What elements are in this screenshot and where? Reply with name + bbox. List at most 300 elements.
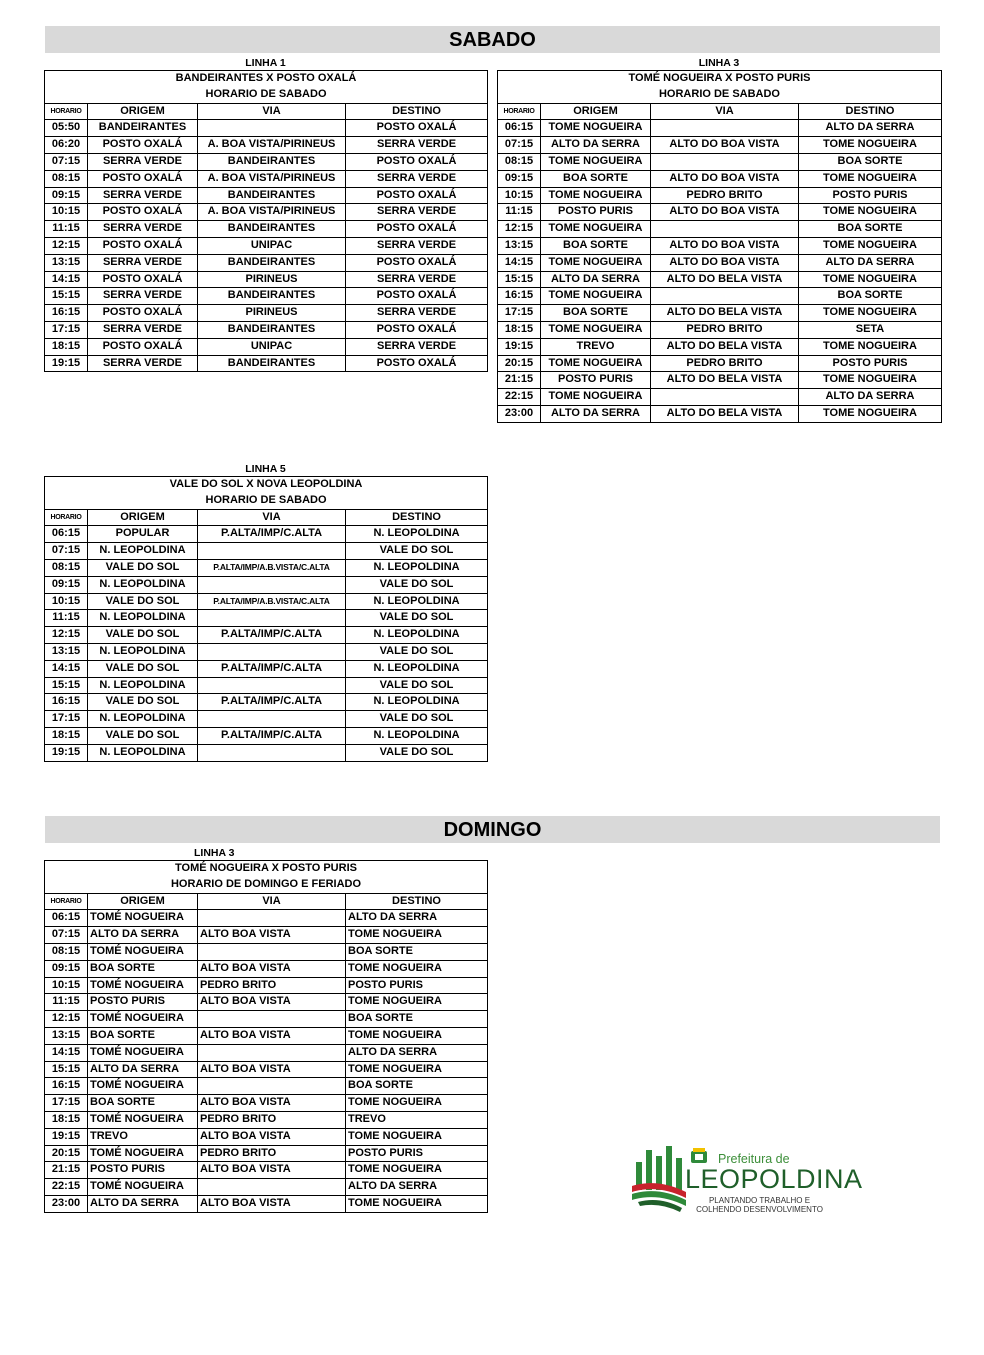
- cell-via: [198, 1011, 346, 1028]
- cell-via: P.ALTA/IMP/C.ALTA: [198, 727, 346, 744]
- cell-destino: VALE DO SOL: [346, 677, 488, 694]
- col-header-horario: HORARIO: [498, 103, 541, 120]
- cell-via: A. BOA VISTA/PIRINEUS: [198, 204, 346, 221]
- cell-destino: VALE DO SOL: [346, 543, 488, 560]
- cell-destino: SERRA VERDE: [346, 204, 488, 221]
- cell-via: UNIPAC: [198, 237, 346, 254]
- cell-origem: TOMÉ NOGUEIRA: [88, 1145, 198, 1162]
- cell-horario: 12:15: [45, 627, 88, 644]
- table-row: [498, 254, 942, 271]
- cell-origem: VALE DO SOL: [88, 627, 198, 644]
- section-title-domingo: DOMINGO: [45, 816, 940, 843]
- col-header-destino: DESTINO: [346, 893, 488, 910]
- cell-destino: N. LEOPOLDINA: [346, 660, 488, 677]
- cell-destino: N. LEOPOLDINA: [346, 627, 488, 644]
- cell-via: PIRINEUS: [198, 271, 346, 288]
- cell-destino: BOA SORTE: [799, 153, 942, 170]
- cell-via: BANDEIRANTES: [198, 254, 346, 271]
- table-row: [45, 1111, 488, 1128]
- cell-origem: POPULAR: [88, 526, 198, 543]
- cell-origem: SERRA VERDE: [88, 187, 198, 204]
- cell-horario: 08:15: [45, 170, 88, 187]
- cell-origem: ALTO DA SERRA: [541, 405, 651, 422]
- cell-horario: 21:15: [498, 372, 541, 389]
- col-header-origem: ORIGEM: [88, 103, 198, 120]
- cell-via: PEDRO BRITO: [198, 1145, 346, 1162]
- table-row: [498, 137, 942, 154]
- cell-via: [198, 120, 346, 137]
- cell-origem: TOMÉ NOGUEIRA: [88, 943, 198, 960]
- cell-horario: 07:15: [498, 137, 541, 154]
- table-row: [45, 338, 488, 355]
- cell-origem: VALE DO SOL: [88, 559, 198, 576]
- cell-origem: VALE DO SOL: [88, 694, 198, 711]
- cell-horario: 14:15: [45, 271, 88, 288]
- table-row: [45, 677, 488, 694]
- cell-horario: 07:15: [45, 543, 88, 560]
- cell-destino: N. LEOPOLDINA: [346, 694, 488, 711]
- cell-origem: TREVO: [88, 1128, 198, 1145]
- cell-destino: SERRA VERDE: [346, 170, 488, 187]
- cell-horario: 18:15: [45, 727, 88, 744]
- cell-destino: POSTO PURIS: [799, 355, 942, 372]
- cell-destino: POSTO OXALÁ: [346, 355, 488, 372]
- section-title-sabado: SABADO: [45, 26, 940, 53]
- cell-via: BANDEIRANTES: [198, 288, 346, 305]
- cell-destino: POSTO PURIS: [346, 977, 488, 994]
- cell-via: PEDRO BRITO: [198, 977, 346, 994]
- cell-destino: BOA SORTE: [799, 221, 942, 238]
- cell-via: ALTO DO BOA VISTA: [651, 237, 799, 254]
- col-header-via: VIA: [198, 893, 346, 910]
- route-title: TOMÉ NOGUEIRA X POSTO PURIS: [45, 861, 488, 877]
- cell-via: ALTO BOA VISTA: [198, 994, 346, 1011]
- cell-destino: SERRA VERDE: [346, 237, 488, 254]
- cell-destino: ALTO DA SERRA: [346, 1044, 488, 1061]
- cell-horario: 15:15: [498, 271, 541, 288]
- cell-destino: SETA: [799, 321, 942, 338]
- cell-destino: POSTO OXALÁ: [346, 120, 488, 137]
- col-header-horario: HORARIO: [45, 893, 88, 910]
- header-row: [498, 103, 942, 120]
- schedule-linha3-sabado: [497, 56, 941, 423]
- cell-horario: 09:15: [45, 960, 88, 977]
- cell-destino: TOME NOGUEIRA: [346, 927, 488, 944]
- cell-origem: POSTO OXALÁ: [88, 204, 198, 221]
- cell-via: [198, 711, 346, 728]
- cell-via: ALTO BOA VISTA: [198, 1095, 346, 1112]
- cell-horario: 15:15: [45, 677, 88, 694]
- route-title: TOMÉ NOGUEIRA X POSTO PURIS: [498, 71, 942, 87]
- cell-origem: BOA SORTE: [88, 1095, 198, 1112]
- table-row: [498, 355, 942, 372]
- table-row: [45, 910, 488, 927]
- table-row: [45, 1128, 488, 1145]
- cell-origem: SERRA VERDE: [88, 221, 198, 238]
- cell-via: [651, 389, 799, 406]
- line-label: LINHA 5: [245, 463, 286, 475]
- cell-via: ALTO BOA VISTA: [198, 927, 346, 944]
- cell-horario: 13:15: [45, 1027, 88, 1044]
- cell-destino: POSTO OXALÁ: [346, 187, 488, 204]
- line-label: LINHA 3: [194, 847, 235, 859]
- cell-origem: ALTO DA SERRA: [541, 137, 651, 154]
- table-row: [45, 254, 488, 271]
- table-row: [45, 744, 488, 761]
- cell-origem: POSTO PURIS: [88, 994, 198, 1011]
- cell-origem: BOA SORTE: [88, 1027, 198, 1044]
- table-row: [45, 204, 488, 221]
- cell-origem: TOMÉ NOGUEIRA: [88, 910, 198, 927]
- cell-origem: TOME NOGUEIRA: [541, 355, 651, 372]
- table-row: [45, 543, 488, 560]
- cell-destino: TOME NOGUEIRA: [346, 1027, 488, 1044]
- col-header-destino: DESTINO: [799, 103, 942, 120]
- cell-origem: TOMÉ NOGUEIRA: [88, 1179, 198, 1196]
- cell-destino: SERRA VERDE: [346, 305, 488, 322]
- schedule-table: [497, 70, 942, 423]
- table-row: [45, 711, 488, 728]
- logo-tagline: [687, 1196, 832, 1214]
- table-row: [45, 1162, 488, 1179]
- cell-horario: 08:15: [45, 559, 88, 576]
- cell-origem: POSTO OXALÁ: [88, 137, 198, 154]
- table-row: [45, 559, 488, 576]
- cell-origem: TOMÉ NOGUEIRA: [88, 1078, 198, 1095]
- cell-via: ALTO DO BOA VISTA: [651, 204, 799, 221]
- cell-horario: 05:50: [45, 120, 88, 137]
- table-row: [45, 271, 488, 288]
- header-row: [45, 103, 488, 120]
- cell-origem: SERRA VERDE: [88, 321, 198, 338]
- cell-via: [198, 744, 346, 761]
- cell-origem: SERRA VERDE: [88, 153, 198, 170]
- cell-origem: TOME NOGUEIRA: [541, 120, 651, 137]
- cell-origem: POSTO PURIS: [88, 1162, 198, 1179]
- cell-destino: POSTO OXALÁ: [346, 153, 488, 170]
- cell-origem: N. LEOPOLDINA: [88, 677, 198, 694]
- cell-via: BANDEIRANTES: [198, 355, 346, 372]
- cell-via: BANDEIRANTES: [198, 321, 346, 338]
- table-row: [45, 643, 488, 660]
- logo-tagline-line2: COLHENDO DESENVOLVIMENTO: [696, 1205, 823, 1214]
- cell-destino: POSTO OXALÁ: [346, 288, 488, 305]
- table-row: [45, 1179, 488, 1196]
- cell-origem: TOMÉ NOGUEIRA: [88, 1044, 198, 1061]
- table-row: [498, 305, 942, 322]
- cell-origem: TOME NOGUEIRA: [541, 221, 651, 238]
- table-row: [45, 221, 488, 238]
- cell-destino: TOME NOGUEIRA: [799, 372, 942, 389]
- col-header-via: VIA: [198, 509, 346, 526]
- table-row: [45, 727, 488, 744]
- cell-via: A. BOA VISTA/PIRINEUS: [198, 170, 346, 187]
- cell-destino: BOA SORTE: [346, 943, 488, 960]
- cell-horario: 20:15: [45, 1145, 88, 1162]
- col-header-destino: DESTINO: [346, 103, 488, 120]
- cell-destino: TOME NOGUEIRA: [346, 994, 488, 1011]
- cell-horario: 16:15: [498, 288, 541, 305]
- table-row: [498, 153, 942, 170]
- cell-via: [198, 943, 346, 960]
- table-row: [45, 170, 488, 187]
- cell-horario: 06:20: [45, 137, 88, 154]
- cell-origem: TOME NOGUEIRA: [541, 389, 651, 406]
- cell-origem: POSTO OXALÁ: [88, 305, 198, 322]
- cell-destino: BOA SORTE: [799, 288, 942, 305]
- cell-origem: VALE DO SOL: [88, 727, 198, 744]
- cell-via: ALTO DO BELA VISTA: [651, 305, 799, 322]
- table-row: [45, 526, 488, 543]
- cell-via: [198, 1044, 346, 1061]
- table-row: [45, 977, 488, 994]
- cell-destino: TREVO: [346, 1111, 488, 1128]
- leopoldina-emblem-icon: [630, 1142, 690, 1214]
- cell-horario: 18:15: [45, 338, 88, 355]
- cell-horario: 10:15: [45, 593, 88, 610]
- table-row: [498, 288, 942, 305]
- logo-city-name: LEOPOLDINA: [685, 1164, 863, 1194]
- table-row: [45, 943, 488, 960]
- cell-via: P.ALTA/IMP/C.ALTA: [198, 660, 346, 677]
- table-row: [498, 221, 942, 238]
- cell-destino: TOME NOGUEIRA: [799, 237, 942, 254]
- cell-horario: 10:15: [45, 204, 88, 221]
- cell-via: ALTO DO BOA VISTA: [651, 170, 799, 187]
- cell-destino: TOME NOGUEIRA: [799, 137, 942, 154]
- cell-via: P.ALTA/IMP/C.ALTA: [198, 694, 346, 711]
- cell-horario: 09:15: [45, 187, 88, 204]
- cell-horario: 23:00: [498, 405, 541, 422]
- cell-destino: VALE DO SOL: [346, 643, 488, 660]
- table-row: [45, 1078, 488, 1095]
- cell-via: P.ALTA/IMP/A.B.VISTA/C.ALTA: [198, 593, 346, 610]
- cell-origem: BOA SORTE: [88, 960, 198, 977]
- schedule-type: HORARIO DE SABADO: [498, 87, 942, 103]
- header-row: [45, 509, 488, 526]
- table-row: [498, 389, 942, 406]
- table-row: [45, 1095, 488, 1112]
- cell-destino: N. LEOPOLDINA: [346, 526, 488, 543]
- table-row: [498, 271, 942, 288]
- schedule-linha5-sabado: [44, 462, 487, 762]
- table-row: [498, 187, 942, 204]
- table-row: [498, 237, 942, 254]
- cell-via: PEDRO BRITO: [651, 321, 799, 338]
- cell-horario: 07:15: [45, 153, 88, 170]
- header-row: [45, 893, 488, 910]
- table-row: [498, 170, 942, 187]
- logo-tagline-line1: PLANTANDO TRABALHO E: [708, 1196, 811, 1205]
- cell-horario: 09:15: [498, 170, 541, 187]
- table-row: [45, 187, 488, 204]
- cell-via: BANDEIRANTES: [198, 221, 346, 238]
- schedule-linha3-domingo: [44, 846, 487, 1213]
- cell-via: ALTO BOA VISTA: [198, 1195, 346, 1212]
- cell-via: ALTO BOA VISTA: [198, 1061, 346, 1078]
- cell-via: ALTO DO BELA VISTA: [651, 372, 799, 389]
- cell-via: [198, 1078, 346, 1095]
- table-row: [45, 1145, 488, 1162]
- table-row: [498, 204, 942, 221]
- cell-horario: 16:15: [45, 305, 88, 322]
- col-header-origem: ORIGEM: [88, 893, 198, 910]
- cell-horario: 15:15: [45, 288, 88, 305]
- cell-destino: BOA SORTE: [346, 1011, 488, 1028]
- table-row: [45, 927, 488, 944]
- cell-horario: 16:15: [45, 694, 88, 711]
- cell-horario: 13:15: [45, 254, 88, 271]
- cell-horario: 10:15: [45, 977, 88, 994]
- col-header-destino: DESTINO: [346, 509, 488, 526]
- cell-destino: TOME NOGUEIRA: [346, 1162, 488, 1179]
- cell-via: ALTO BOA VISTA: [198, 1128, 346, 1145]
- logo-prefix: Prefeitura de: [718, 1152, 790, 1166]
- cell-horario: 22:15: [498, 389, 541, 406]
- table-row: [45, 994, 488, 1011]
- cell-horario: 08:15: [45, 943, 88, 960]
- cell-destino: TOME NOGUEIRA: [799, 405, 942, 422]
- cell-destino: VALE DO SOL: [346, 744, 488, 761]
- cell-via: P.ALTA/IMP/A.B.VISTA/C.ALTA: [198, 559, 346, 576]
- table-row: [45, 237, 488, 254]
- table-row: [45, 355, 488, 372]
- cell-horario: 06:15: [498, 120, 541, 137]
- cell-horario: 12:15: [45, 1011, 88, 1028]
- table-row: [45, 960, 488, 977]
- cell-origem: VALE DO SOL: [88, 593, 198, 610]
- cell-origem: N. LEOPOLDINA: [88, 744, 198, 761]
- cell-destino: TOME NOGUEIRA: [799, 204, 942, 221]
- cell-origem: TOME NOGUEIRA: [541, 321, 651, 338]
- cell-horario: 09:15: [45, 576, 88, 593]
- cell-via: PEDRO BRITO: [651, 355, 799, 372]
- schedule-table: [44, 70, 488, 372]
- cell-destino: N. LEOPOLDINA: [346, 559, 488, 576]
- cell-via: [651, 120, 799, 137]
- cell-via: [651, 221, 799, 238]
- cell-via: ALTO BOA VISTA: [198, 1162, 346, 1179]
- cell-origem: ALTO DA SERRA: [541, 271, 651, 288]
- cell-origem: TOMÉ NOGUEIRA: [88, 977, 198, 994]
- table-row: [45, 321, 488, 338]
- col-header-horario: HORARIO: [45, 509, 88, 526]
- cell-origem: POSTO OXALÁ: [88, 170, 198, 187]
- cell-origem: BOA SORTE: [541, 237, 651, 254]
- cell-via: ALTO BOA VISTA: [198, 1027, 346, 1044]
- col-header-origem: ORIGEM: [541, 103, 651, 120]
- cell-via: ALTO DO BELA VISTA: [651, 271, 799, 288]
- cell-origem: N. LEOPOLDINA: [88, 643, 198, 660]
- cell-horario: 12:15: [45, 237, 88, 254]
- cell-destino: TOME NOGUEIRA: [799, 170, 942, 187]
- schedule-type: HORARIO DE DOMINGO E FERIADO: [45, 877, 488, 893]
- cell-horario: 11:15: [498, 204, 541, 221]
- cell-destino: SERRA VERDE: [346, 338, 488, 355]
- cell-destino: TOME NOGUEIRA: [346, 1195, 488, 1212]
- cell-origem: N. LEOPOLDINA: [88, 576, 198, 593]
- cell-destino: VALE DO SOL: [346, 711, 488, 728]
- cell-destino: ALTO DA SERRA: [799, 389, 942, 406]
- cell-horario: 14:15: [45, 1044, 88, 1061]
- cell-origem: BANDEIRANTES: [88, 120, 198, 137]
- schedule-table: [44, 860, 488, 1213]
- cell-via: PIRINEUS: [198, 305, 346, 322]
- table-row: [498, 405, 942, 422]
- schedule-type: HORARIO DE SABADO: [45, 493, 488, 509]
- cell-origem: POSTO OXALÁ: [88, 237, 198, 254]
- cell-origem: SERRA VERDE: [88, 254, 198, 271]
- cell-via: ALTO DO BELA VISTA: [651, 338, 799, 355]
- table-row: [498, 120, 942, 137]
- table-row: [498, 372, 942, 389]
- cell-destino: TOME NOGUEIRA: [799, 271, 942, 288]
- route-title: BANDEIRANTES X POSTO OXALÁ: [45, 71, 488, 87]
- cell-via: P.ALTA/IMP/C.ALTA: [198, 627, 346, 644]
- table-row: [45, 1011, 488, 1028]
- cell-via: [198, 610, 346, 627]
- cell-destino: SERRA VERDE: [346, 271, 488, 288]
- cell-origem: N. LEOPOLDINA: [88, 543, 198, 560]
- line-label: LINHA 1: [245, 57, 286, 69]
- cell-destino: POSTO PURIS: [346, 1145, 488, 1162]
- cell-horario: 22:15: [45, 1179, 88, 1196]
- schedule-type: HORARIO DE SABADO: [45, 87, 488, 103]
- cell-origem: ALTO DA SERRA: [88, 1195, 198, 1212]
- cell-via: P.ALTA/IMP/C.ALTA: [198, 526, 346, 543]
- cell-origem: TOME NOGUEIRA: [541, 153, 651, 170]
- cell-destino: TOME NOGUEIRA: [346, 1095, 488, 1112]
- table-row: [45, 305, 488, 322]
- cell-horario: 13:15: [498, 237, 541, 254]
- table-row: [45, 694, 488, 711]
- cell-destino: SERRA VERDE: [346, 137, 488, 154]
- cell-horario: 14:15: [498, 254, 541, 271]
- route-title: VALE DO SOL X NOVA LEOPOLDINA: [45, 477, 488, 493]
- cell-horario: 12:15: [498, 221, 541, 238]
- cell-via: [651, 288, 799, 305]
- cell-horario: 11:15: [45, 221, 88, 238]
- cell-horario: 11:15: [45, 610, 88, 627]
- cell-via: BANDEIRANTES: [198, 187, 346, 204]
- table-row: [45, 1044, 488, 1061]
- cell-horario: 20:15: [498, 355, 541, 372]
- cell-via: BANDEIRANTES: [198, 153, 346, 170]
- cell-destino: TOME NOGUEIRA: [346, 1128, 488, 1145]
- cell-via: A. BOA VISTA/PIRINEUS: [198, 137, 346, 154]
- cell-via: [198, 1179, 346, 1196]
- cell-origem: VALE DO SOL: [88, 660, 198, 677]
- table-row: [45, 660, 488, 677]
- cell-horario: 13:15: [45, 643, 88, 660]
- coat-of-arms-icon: [690, 1148, 708, 1164]
- cell-origem: TOMÉ NOGUEIRA: [88, 1011, 198, 1028]
- cell-via: UNIPAC: [198, 338, 346, 355]
- cell-horario: 21:15: [45, 1162, 88, 1179]
- cell-via: ALTO DO BOA VISTA: [651, 254, 799, 271]
- cell-horario: 06:15: [45, 910, 88, 927]
- table-row: [45, 137, 488, 154]
- cell-horario: 14:15: [45, 660, 88, 677]
- cell-destino: ALTO DA SERRA: [346, 1179, 488, 1196]
- cell-destino: POSTO OXALÁ: [346, 221, 488, 238]
- cell-origem: BOA SORTE: [541, 305, 651, 322]
- cell-origem: TOME NOGUEIRA: [541, 288, 651, 305]
- table-row: [45, 120, 488, 137]
- cell-origem: POSTO PURIS: [541, 204, 651, 221]
- table-row: [45, 153, 488, 170]
- cell-destino: TOME NOGUEIRA: [346, 960, 488, 977]
